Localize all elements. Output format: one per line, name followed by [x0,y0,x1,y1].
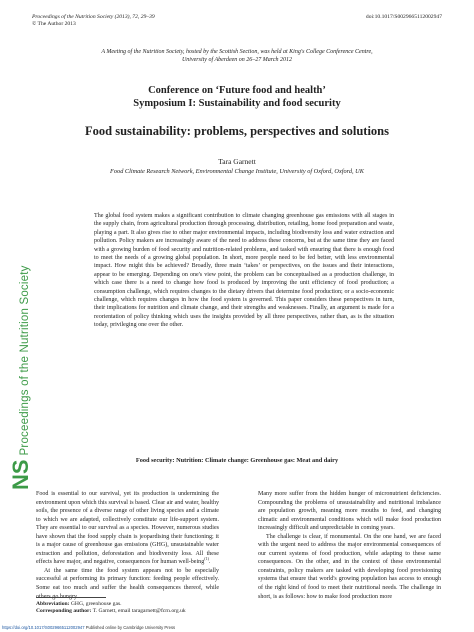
meeting-line-1: A Meeting of the Nutrition Society, hosted by the Scottish Section, was held at King's College Conference Centre, [101,49,373,55]
author-affiliation: Food Climate Research Network, Environmental Change Institute, University of Oxford, Oxford, UK [110,168,364,175]
body-column-right [258,490,441,601]
body-paragraph: Many more suffer from the hidden hunger of micronutrient deficiencies. Compounding the problems of unsustainability and nutritional imbalance are population growth, meaning more mouths to feed, and changing climatic and environmental conditions which will make food production increasingly difficult and unpredictable in coming years. [258,491,441,532]
keywords: Food security: Nutrition: Climate change: Greenhouse gas: Meat and dairy [135,457,339,464]
body-paragraph [36,490,219,567]
footnotes [36,601,186,615]
abbreviation-note [36,601,186,608]
publication-footer [2,625,175,630]
article-author: Tara Garnett [218,157,256,166]
journal-citation: Proceedings of the Nutrition Society (2013), 72, 29–39 [32,14,155,20]
corresponding-author-label: Corresponding author: [36,608,92,614]
sidebar-journal-name: Proceedings of the Nutrition Society [19,265,31,456]
meeting-note [40,48,434,64]
ns-logo: NS [8,459,33,490]
conference-heading [40,84,434,110]
body-text: . [208,559,211,566]
corresponding-author-text: T. Garnett, email taragarnett@fcrn.org.uk [92,608,186,614]
body-paragraph: At the same time the food system appears not to be especially successful at performing its primary function: feeding people effectively. Some eat too much and suffer the health consequences thereof, while others go hungry. [36,567,219,600]
doi[interactable]: doi:10.1017/S0029665112002947 [365,14,442,20]
abbreviation-label: Abbreviation: [36,601,70,607]
citation-ref[interactable]: (1) [204,556,209,562]
doi-link[interactable]: https://doi.org/10.1017/S0029665112002947 [2,625,85,630]
published-note: Published online by Cambridge University Press [85,625,176,630]
article-title: Food sustainability: problems, perspectives and solutions [85,124,389,138]
footnote-rule [36,597,106,598]
meeting-line-2: University of Aberdeen on 26–27 March 2012 [181,57,293,63]
body-paragraph: The challenge is clear, if monumental. On the one hand, we are faced with the urgent need to address the major environmental consequences of our current systems of food production, while adapting to these same consequences. On the other, and in the context of these environmental constraints, policy makers are tasked with developing food provisioning systems that ensure that world's growing population has access to enough of the right kind of food to meet their nutritional needs. The challenge in short, is as follows: how to make food production more [258,533,441,600]
body-column-left [36,490,219,601]
abbreviation-text: GHG, greenhouse gas. [70,601,122,607]
copyright: © The Author 2013 [32,21,76,27]
journal-sidebar [8,265,34,490]
corresponding-author-note [36,608,186,615]
conference-line-2: Symposium I: Sustainability and food security [133,98,341,109]
abstract: The global food system makes a significant contribution to climate changing greenhouse gas emissions with all stages in the supply chain, from agricultural production through processing, distribution, retailing, home food preparation and waste, playing a part. It also gives rise to other major environmental impacts, including biodiversity loss and water extraction and pollution. Policy makers are increasingly aware of the need to address these concerns, but at the same time they are faced with a growing burden of food security and nutrition-related problems, and tasked with ensuring that there is enough food to meet the needs of a growing global population. In short, more people need to be fed better, with less environmental impact. How might this be achieved? Broadly, three main ‘takes’ or perspectives, on the issues and their interactions, appear to be emerging. Depending on one's view point, the problem can be conceptualised as a production challenge, in which case there is a need to change how food is produced by improving the unit efficiency of food production; a consumption challenge, which requires changes to the dietary drivers that determine food production; or a socio-economic challenge, which requires changes in how the food system is governed. This paper considers these perspectives in turn, their implications for nutrition and climate change, and their strengths and weaknesses. Finally, an argument is made for a reorientation of policy thinking which uses the insights provided by all three perspectives, rather than, as is the situation today, privileging one over the other. [94,213,394,329]
body-text: Food is essential to our survival, yet its production is undermining the environment upon which this survival is based. Clear air and water, healthy soils, the presence of a diverse range of other living species and a climate to which we are adapted, collectively constitute our life-support system. They are essential to our survival as a species. However, numerous studies have shown that the food supply chain is jeopardising their functioning; it is a major cause of greenhouse gas emissions (GHG), unsustainable water extraction and pollution, deforestation and biodiversity loss. All these effects have major, and negative, consequences for human well-being [36,491,219,566]
conference-line-1: Conference on ‘Future food and health’ [148,85,326,96]
